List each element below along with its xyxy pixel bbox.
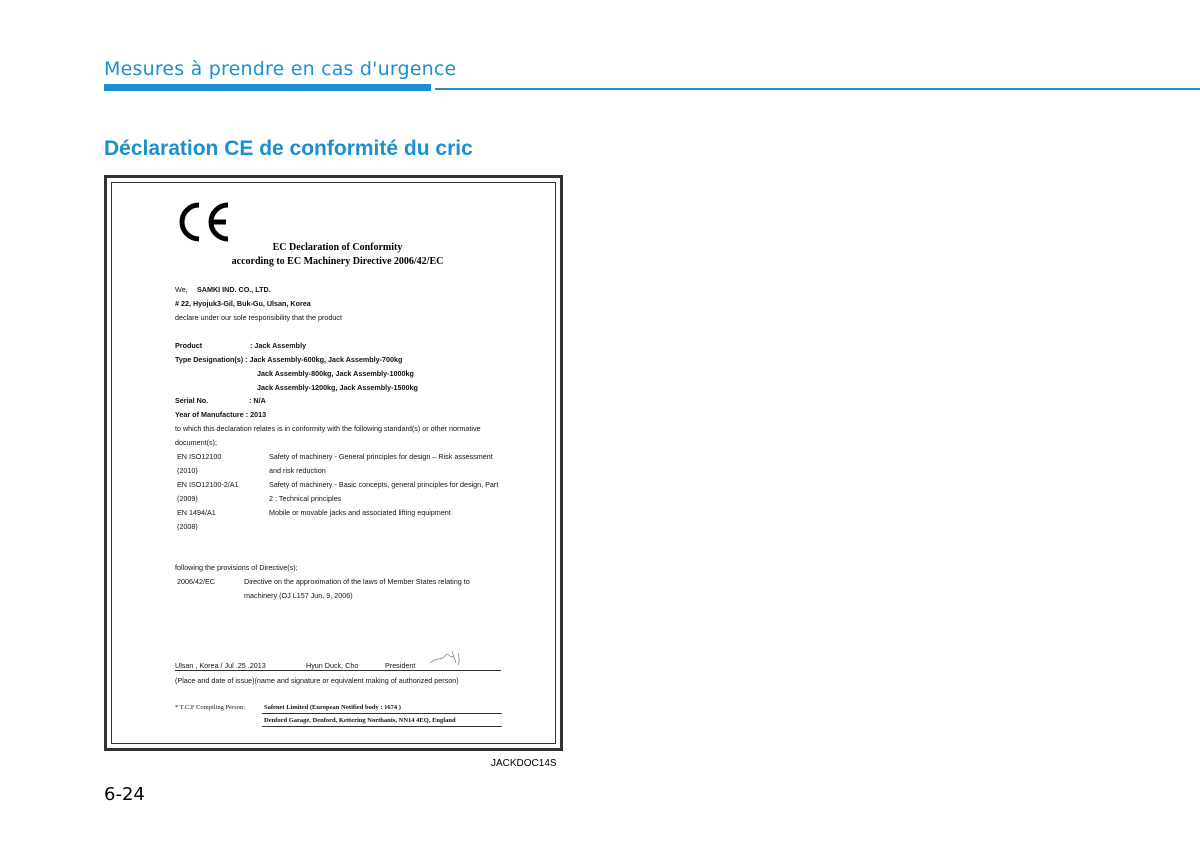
product-value: : Jack Assembly [250, 341, 307, 350]
image-caption: JACKDOC14S [491, 758, 557, 769]
company-address: # 22, Hyojuk3-Gil, Buk-Gu, Ulsan, Korea [175, 299, 311, 308]
provisions-text: following the provisions of Directive(s); [175, 563, 298, 572]
ce-mark-logo [176, 199, 236, 245]
standard-description: Mobile or movable jacks and associated lifting equipment [269, 508, 451, 517]
declaration-title: EC Declaration of Conformity [272, 242, 403, 253]
we-label: We, [175, 285, 188, 294]
type-designation-line2: Jack Assembly-800kg, Jack Assembly-1000kg [257, 369, 414, 378]
sign-caption: (Place and date of issue)(name and signature or equivalent making of authorized person) [175, 676, 459, 685]
directive-description: Directive on the approximation of the laws of Member States relating to [244, 577, 470, 586]
year-of-manufacture: Year of Manufacture : 2013 [175, 410, 267, 419]
sign-name: Hyun Duck, Cho [306, 661, 359, 670]
directive-description-2: machinery (OJ L157 Jun, 9, 2006) [244, 591, 353, 600]
standard-year: (2009) [177, 494, 198, 503]
declaration-document [104, 175, 563, 751]
directive-code: 2006/42/EC [177, 577, 215, 586]
tcf-address: Denford Garage, Denford, Kettering Northants, NN14 4EQ, England [264, 717, 456, 724]
page-number: 6-24 [104, 784, 145, 805]
tcf-label: * T.C.F Compiling Person: [175, 704, 246, 711]
signature-line [175, 670, 501, 671]
type-designation: Type Designation(s) : Jack Assembly-600kg, Jack Assembly-700kg [175, 355, 403, 364]
company-name: SAMKI IND. CO., LTD. [197, 285, 271, 294]
header-bar-right [435, 88, 1200, 90]
sign-place-date: Ulsan , Korea / Jul .25 .2013 [175, 661, 266, 670]
standard-year: (2008) [177, 522, 198, 531]
standard-code: EN ISO12100 [177, 452, 222, 461]
section-header: Mesures à prendre en cas d'urgence [104, 58, 457, 80]
standard-year: (2010) [177, 466, 198, 475]
header-bar-left [104, 84, 431, 91]
signature-scribble [428, 647, 464, 669]
tcf-name: Safenet Limited (European Notified body : 1674 ) [264, 704, 401, 711]
standard-description: Safety of machinery - General principles for design – Risk assessment [269, 452, 493, 461]
sign-title: President [385, 661, 416, 670]
conformity-text-2: document(s); [175, 438, 217, 447]
type-designation-line3: Jack Assembly-1200kg, Jack Assembly-1500kg [257, 383, 418, 392]
product-label: Product [175, 341, 203, 350]
serial-value: : N/A [249, 396, 266, 405]
standard-description-2: 2 : Technical principles [269, 494, 342, 503]
declare-text: declare under our sole responsibility that the product [175, 313, 343, 322]
tcf-rule-2 [262, 726, 502, 727]
standard-description-2: and risk reduction [269, 466, 326, 475]
standard-description: Safety of machinery - Basic concepts, general principles for design, Part [269, 480, 499, 489]
standard-code: EN ISO12100-2/A1 [177, 480, 239, 489]
declaration-inner-border [111, 182, 556, 744]
page-title: Déclaration CE de conformité du cric [104, 137, 473, 160]
serial-label: Serial No. [175, 396, 209, 405]
conformity-text: to which this declaration relates is in conformity with the following standard(s) or other normative [175, 424, 481, 433]
standard-code: EN 1494/A1 [177, 508, 216, 517]
tcf-rule [262, 713, 502, 714]
declaration-subtitle: according to EC Machinery Directive 2006/42/EC [231, 256, 444, 267]
